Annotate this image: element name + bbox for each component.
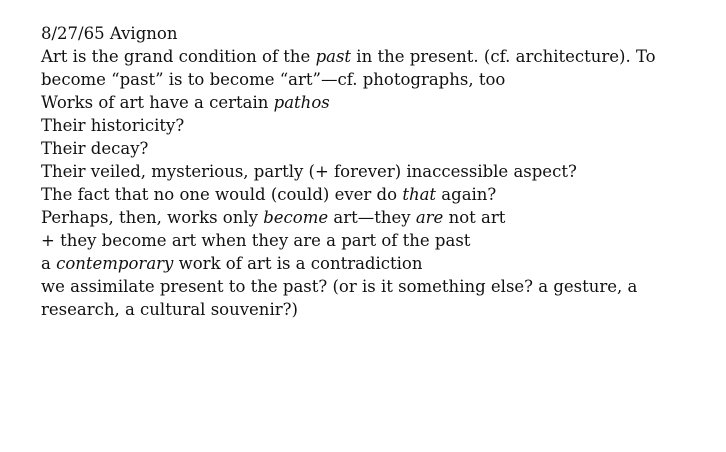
text-span: Perhaps, then, works only xyxy=(41,208,264,227)
text-span: work of art is a contradiction xyxy=(173,254,423,273)
date-line: 8/27/65 Avignon xyxy=(41,24,178,43)
question-decay: Their decay? xyxy=(41,139,149,158)
paragraph-art-past xyxy=(41,45,711,91)
paragraph-contemporary xyxy=(41,252,711,321)
paragraph-part-of-past: + they become art when they are a part of the past xyxy=(41,231,471,250)
text-span: in the present. (cf. architecture). To become “past” is to become “art”—cf. photographs, too xyxy=(41,47,656,89)
question-no-one xyxy=(41,183,711,206)
line-assimilate: we assimilate present to the past? (or is it something else? a gesture, a research, a cultural souvenir?) xyxy=(41,277,638,319)
emphasis-become: become xyxy=(263,208,329,227)
emphasis-past: past xyxy=(315,47,352,66)
emphasis-contemporary: contemporary xyxy=(56,254,174,273)
text-span: Art is the grand condition of the xyxy=(41,47,316,66)
question-historicity: Their historicity? xyxy=(41,116,185,135)
line-contradiction xyxy=(41,252,711,275)
emphasis-that: that xyxy=(402,185,437,204)
question-veiled: Their veiled, mysterious, partly (+ forever) inaccessible aspect? xyxy=(41,162,577,181)
note-page xyxy=(41,22,711,321)
paragraph-become-art xyxy=(41,206,711,229)
text-span: again? xyxy=(436,185,497,204)
paragraph-pathos xyxy=(41,91,711,114)
paragraph-questions xyxy=(41,114,711,206)
text-span: Works of art have a certain xyxy=(41,93,274,112)
emphasis-are: are xyxy=(415,208,444,227)
text-span: art—they xyxy=(328,208,416,227)
text-span: The fact that no one would (could) ever do xyxy=(41,185,403,204)
emphasis-pathos: pathos xyxy=(273,93,330,112)
text-span: a xyxy=(41,254,57,273)
text-span: not art xyxy=(443,208,506,227)
